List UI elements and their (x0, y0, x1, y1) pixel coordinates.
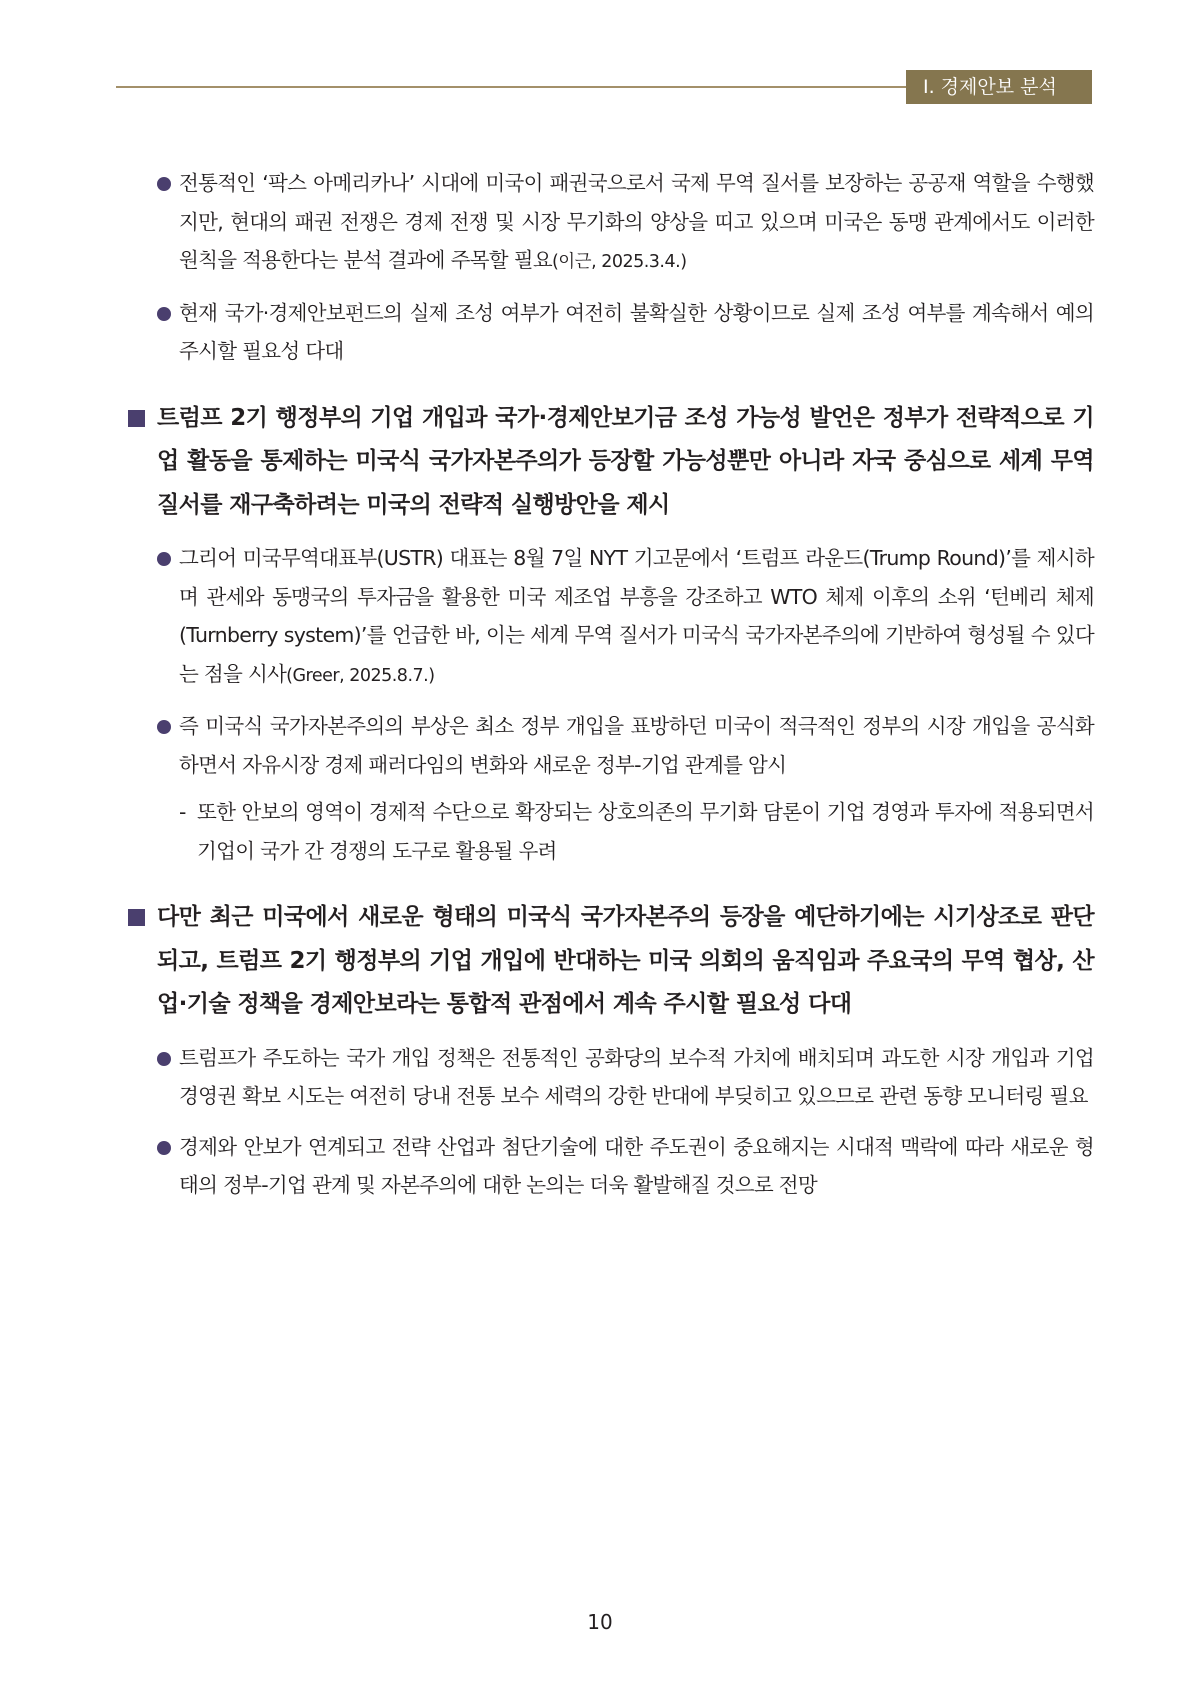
square-bullet-icon (128, 909, 145, 926)
circle-bullet-icon (157, 720, 171, 734)
bullet-text-main: 전통적인 ‘팍스 아메리카나’ 시대에 미국이 패권국으로서 국제 무역 질서를 보장하는 공공재 역할을 수행했지만, 현대의 패권 전쟁은 경제 전쟁 및 시장 무기화의 양상을 띠고 있으며 미국은 동맹 관계에서도 이러한 원칙을 적용한다는 분석 결과에 주목할 필요 (179, 171, 1094, 272)
bullet-marker (157, 707, 179, 745)
sub-bullet-text: 또한 안보의 영역이 경제적 수단으로 확장되는 상호의존의 무기화 담론이 기업 경영과 투자에 적용되면서 기업이 국가 간 경쟁의 도구로 활용될 우려 (197, 800, 1094, 863)
bullet-text: 트럼프가 주도하는 국가 개입 정책은 전통적인 공화당의 보수적 가치에 배치되며 과도한 시장 개입과 기업 경영권 확보 시도는 여전히 당내 전통 보수 세력의 강한 반대에 부딪히고 있으므로 관련 동향 모니터링 필요 (179, 1045, 1094, 1108)
circle-bullet-icon (157, 552, 171, 566)
bullet-item (128, 1128, 1094, 1205)
circle-bullet-icon (157, 1052, 171, 1066)
bullet-marker (157, 539, 179, 577)
document-body (128, 164, 1094, 1205)
bullet-item (128, 707, 1094, 784)
bullet-item (128, 164, 1094, 282)
circle-bullet-icon (157, 177, 171, 191)
bullet-marker (157, 1128, 179, 1166)
bullet-item (128, 294, 1094, 371)
section-heading-text: 다만 최근 미국에서 새로운 형태의 미국식 국가자본주의 등장을 예단하기에는 시기상조로 판단되고, 트럼프 2기 행정부의 기업 개입에 반대하는 미국 의회의 움직임과 주요국의 무역 협상, 산업·기술 정책을 경제안보라는 통합적 관점에서 계속 주시할 필요성 다대 (157, 904, 1094, 1017)
section-heading (128, 397, 1094, 528)
citation: (Greer, 2025.8.7.) (286, 665, 435, 686)
dash-marker: - (179, 800, 187, 824)
circle-bullet-icon (157, 1141, 171, 1155)
bullet-text (179, 164, 1094, 282)
bullet-text (179, 539, 1094, 695)
section-heading (128, 896, 1094, 1027)
circle-bullet-icon (157, 307, 171, 321)
bullet-text-main: 그리어 미국무역대표부(USTR) 대표는 8월 7일 NYT 기고문에서 ‘트럼프 라운드(Trump Round)’를 제시하며 관세와 동맹국의 투자금을 활용한 미국 제조업 부흥을 강조하고 WTO 체제 이후의 소위 ‘턴베리 체제(Turnberry system)’를 언급한 바, 이는 세계 무역 질서가 미국식 국가자본주의에 기반하여 형성될 수 있다는 점을 시사 (179, 546, 1094, 686)
header-rule (116, 86, 906, 88)
bullet-marker (157, 164, 179, 202)
bullet-text: 현재 국가·경제안보펀드의 실제 조성 여부가 여전히 불확실한 상황이므로 실제 조성 여부를 계속해서 예의주시할 필요성 다대 (179, 300, 1094, 363)
bullet-text: 경제와 안보가 연계되고 전략 산업과 첨단기술에 대한 주도권이 중요해지는 시대적 맥락에 따라 새로운 형태의 정부-기업 관계 및 자본주의에 대한 논의는 더욱 활발해질 것으로 전망 (179, 1134, 1094, 1197)
page-number: 10 (587, 1610, 613, 1634)
section-tab: Ⅰ. 경제안보 분석 (906, 70, 1092, 104)
section-marker (128, 397, 157, 441)
bullet-item (128, 1039, 1094, 1116)
square-bullet-icon (128, 410, 145, 427)
bullet-text: 즉 미국식 국가자본주의의 부상은 최소 정부 개입을 표방하던 미국이 적극적인 정부의 시장 개입을 공식화하면서 자유시장 경제 패러다임의 변화와 새로운 정부-기업 관계를 암시 (179, 714, 1094, 777)
section-heading-text: 트럼프 2기 행정부의 기업 개입과 국가·경제안보기금 조성 가능성 발언은 정부가 전략적으로 기업 활동을 통제하는 미국식 국가자본주의가 등장할 가능성뿐만 아니라 자국 중심으로 세계 무역질서를 재구축하려는 미국의 전략적 실행방안을 제시 (157, 404, 1094, 518)
bullet-marker (157, 294, 179, 332)
bullet-item (128, 539, 1094, 695)
citation: (이근, 2025.3.4.) (551, 252, 687, 272)
bullet-marker (157, 1039, 179, 1077)
section-marker (128, 896, 157, 940)
sub-bullet-item (128, 793, 1094, 870)
